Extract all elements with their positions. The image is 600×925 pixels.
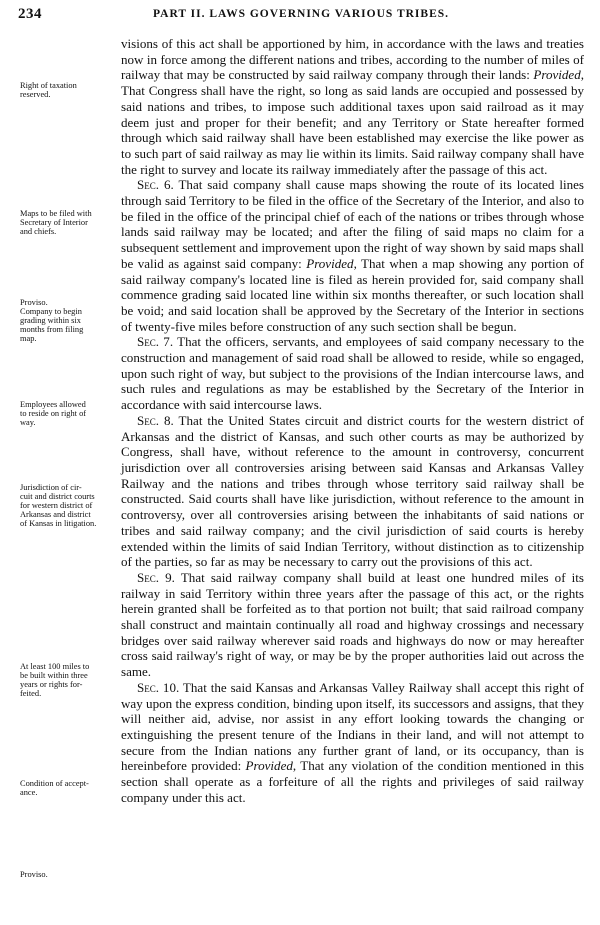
note-line: and chiefs.: [20, 227, 57, 236]
section-9: [121, 570, 584, 680]
margin-note-proviso: [20, 870, 120, 879]
margin-note-jurisdiction-of-courts: [20, 483, 120, 528]
section-7: [121, 334, 584, 413]
note-line: map.: [20, 334, 37, 343]
running-head: PART II. LAWS GOVERNING VARIOUS TRIBES.: [152, 8, 450, 20]
note-line: grading within six: [20, 316, 81, 325]
proviso-term: Provided: [533, 67, 581, 83]
margin-note-proviso: [20, 298, 120, 307]
note-line: ance.: [20, 788, 38, 797]
section-label: Sec. 10.: [137, 679, 180, 695]
margin-note-condition-of-acceptance: [20, 779, 120, 797]
note-line: Secretary of Interior: [20, 218, 88, 227]
section-6: [121, 177, 584, 334]
margin-note-maps-to-be-filed: [20, 209, 120, 236]
text-run: visions of this act shall be apportioned by him, in accordance with the laws and treaties now in force among the different nations and tribes, according to the number of miles of railway that may be constructed by said railway company through their lands:: [121, 36, 584, 83]
section-8: [121, 413, 584, 570]
note-line: Jurisdiction of cir-: [20, 483, 82, 492]
note-line: Company to begin: [20, 307, 82, 316]
page-number: 234: [18, 6, 42, 22]
note-line: cuit and district courts: [20, 492, 95, 501]
section-label: Sec. 8.: [137, 412, 174, 428]
text-run: That the United States circuit and district courts for the western district of Arkansas and the district of Kansas, and such other courts as may be authorized by Congress, shall have, without reference to the amount in controversy, concurrent jurisdiction over all controversies arising between said Kansas and Arkansas Valley Railway and the nations and tribes through whose territory said railway shall be constructed. Said courts shall have like jurisdiction, without reference to the amount in controversy, over all controversies arising between the inhabitants of said nations or tribes and said railway company; and the civil jurisdiction of said courts is hereby extended within the limits of said Indian Territory, without distinction as to citizenship of the parties, so far as may be necessary to carry out the provisions of this act.: [121, 412, 584, 570]
note-line: months from filing: [20, 325, 84, 334]
note-line: Arkansas and district: [20, 510, 91, 519]
note-line: be built within three: [20, 671, 88, 680]
note-line: Right of taxation: [20, 81, 77, 90]
section-10: [121, 680, 584, 806]
note-line: of Kansas in litigation.: [20, 519, 97, 528]
note-line: Employees allowed: [20, 400, 86, 409]
note-line: for western district of: [20, 501, 93, 510]
text-run: , That Congress shall have the right, so long as said lands are occupied and possessed by said nations and tribes, to impose such additional taxes upon said railroad as it may deem just and proper for their benefit; and any Territory or State hereafter formed through which said railway shall have been established may exercise the like power as to such part of said railway as may lie within its limits. Said railway company shall have the right to survey and locate its railway immediately after the passage of this act.: [121, 67, 584, 177]
section-label: Sec. 6.: [137, 177, 174, 193]
note-line: to reside on right of: [20, 409, 87, 418]
margin-note-company-to-begin-grading: [20, 307, 120, 343]
margin-note-employees-allowed: [20, 400, 120, 427]
text-run: , That any violation of the condition mentioned in this section shall operate as a forfeiture of all the rights and privileges of said railway company under this act.: [121, 758, 584, 805]
proviso-term: Provided: [306, 255, 354, 271]
margin-note-at-least-100-miles: [20, 662, 120, 698]
section-label: Sec. 9.: [137, 569, 175, 585]
paragraph-continuation: [121, 36, 584, 177]
text-run: That the officers, servants, and employees of said company necessary to the construction and management of said road shall be allowed to reside, while so engaged, upon such right of way, but subject to the provisions of the Indian intercourse laws, and such rules and regulations as may be established by the Secretary of the Interior in accordance with said intercourse laws.: [121, 334, 584, 413]
note-line: years or rights for-: [20, 680, 83, 689]
margin-notes: [0, 0, 118, 925]
note-line: Condition of accept-: [20, 779, 89, 788]
note-line: Maps to be filed with: [20, 209, 92, 218]
text-run: That said company shall cause maps showing the route of its located lines through said Territory to be filed in the office of the Secretary of the Interior, and also to be filed in the office of the principal chief of each of the nations or tribes through whose lands said railway may be located; and after the filing of said maps no claim for a subsequent settlement and improvement upon the right of way shown by said maps shall be valid as against said company:: [121, 177, 584, 271]
note-line: way.: [20, 418, 36, 427]
note-line: At least 100 miles to: [20, 662, 90, 671]
margin-note-right-of-taxation: [20, 81, 120, 99]
text-run: That the said Kansas and Arkansas Valley Railway shall accept this right of way upon the express condition, binding upon itself, its successors and assigns, that they will neither aid, advise, nor assist in any effort looking towards the changing or extinguishing the present tenure of the Indians in their land, and will not attempt to secure from the Indian nations any further grant of land, or its occupancy, than is hereinbefore provided:: [121, 679, 584, 774]
proviso-term: Provided: [245, 758, 293, 774]
note-line: Proviso.: [20, 298, 48, 307]
text-run: , That when a map showing any portion of said railway company's located line is filed as herein provided for, said company shall commence grading said located line within six months thereafter, or such location shall be void; and said location shall be approved by the Secretary of the Interior in sections of twenty-five miles before construction of any such section shall be begun.: [121, 255, 584, 334]
note-line: reserved.: [20, 90, 51, 99]
note-line: Proviso.: [20, 870, 48, 879]
section-label: Sec. 7.: [137, 334, 174, 350]
note-line: feited.: [20, 689, 42, 698]
statute-text: [121, 36, 584, 805]
text-run: That said railway company shall build at least one hundred miles of its railway in said Territory within three years after the passage of this act, or the rights herein granted shall be forfeited as to that portion not built; that said railroad company shall construct and maintain continually all road and highway crossings and necessary bridges over said railway wherever said roads and highways do now or may hereafter cross said railway's right of way, or may be by the proper authorities laid out across the same.: [121, 569, 584, 680]
